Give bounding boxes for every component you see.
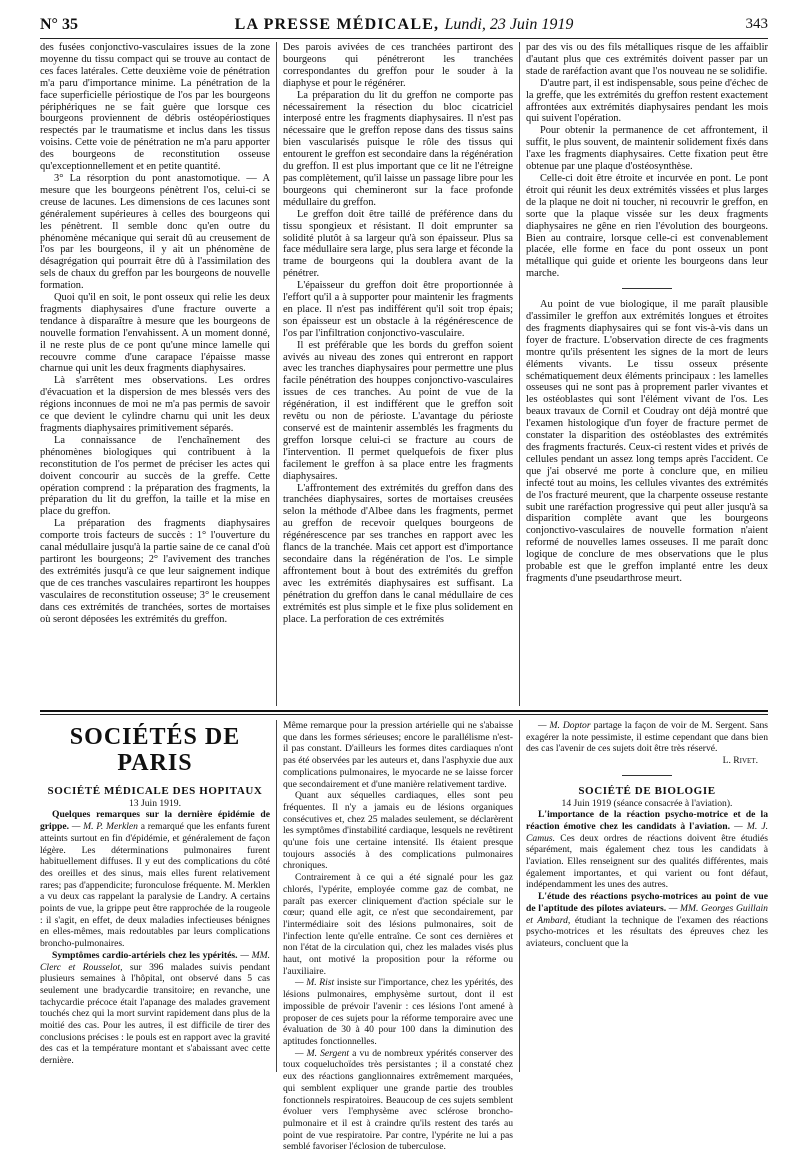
- communication-author: — MM. Clerc et Rousselot,: [40, 949, 271, 973]
- section-separator: [622, 288, 672, 289]
- article-column-2: [283, 42, 513, 706]
- paragraph: Quoi qu'il en soit, le pont osseux qui relie les deux fragments diaphysaires d'une fracture ouverte a tendance à disparaître à mesure que les bourgeons de nouvelle formation l'envahissent. A un moment donné, il ne reste plus de ce pont qu'une mince lamelle qui recouvre comme d'une carapace l'épaisse masse charnue qui unit les deux fragments diaphysaires.: [40, 292, 270, 375]
- communication-author: — MM. Georges Guillain et Ambard,: [526, 902, 768, 926]
- communication-text: Ces deux ordres de réactions doivent être étudiés séparément, mais également chez tous les candidats à l'aviation. Elles renseignent sur des qualités différentes, mais également importantes, et qui varient ou font défaut, indépendamment les unes des autres.: [526, 832, 768, 891]
- discussion-paragraph: [526, 720, 768, 755]
- paragraph: Des parois avivées de ces tranchées partiront des bourgeons qui pénétreront les tranchées correspondantes du greffon pour le souder à la diaphyse et pour le régénérer.: [283, 42, 513, 89]
- paragraph: Au point de vue biologique, il me paraît plausible d'assimiler le greffon aux extrémités longues et étroites des fragments diaphysaires qui se font vis-à-vis dans un foyer de fracture. L'observation directe de ces fragments montre qu'ils présentent les signes de la mort de leurs éléments vivants. Le tissu osseux présente schématiquement deux éléments principaux : les lamelles osseuses qui ne sont pas à proprement parler vivantes et les ostéoblastes qui sont l'élément vivant de l'os. Les beaux travaux de Cornil et Coudray ont déjà montré que l'examen histologique d'un foyer de fracture permet de constater la disparition des ostéoblastes des extrémités des fragments fracturés. Ceux-ci restent vides et privés de cellules pendant un assez long temps après l'accident. Ce que j'ai observé me porte à conclure que, en milieu infecté tout au moins, les cellules vivantes des extrémités de l'os fracturé meurent, que la charpente osseuse restante subit une raréfaction progressive qui peut aller jusqu'à sa disparition complète avant que les bourgeons conjonctivo-vasculaires de nouvelle formation n'aient reformé de nouvelles lames osseuses. Il me paraît donc logique de conclure de mes observations que le plus probable est que le greffon implanté entre les deux fragments d'une pseudarthrose meurt.: [526, 299, 768, 584]
- column-divider: [276, 42, 277, 706]
- paragraph: La préparation des fragments diaphysaires comporte trois facteurs de succès : 1° l'ouverture du canal médullaire jusqu'à la partie saine de ce canal d'où partiront les bourgeons; 2° l'avivement des tranches des extrémités jusqu'à ce que leur saignement indique que de ces tranches vasculaires repartiront les houppes vasculaires de reconstitution osseuse; 3° le creusement dans ces extrémités de tranchées, sortes de mortaises où seront déposées les extrémités du greffon.: [40, 518, 270, 625]
- paragraph: Là s'arrêtent mes observations. Les ordres d'évacuation et la dispersion de mes blessés vers des régions inconnues de moi ne m'a pas permis de savoir ce que devient le cylindre charnu qui unit les deux fragments diaphysaires primitivement séparés.: [40, 375, 270, 434]
- communication-author: — M. J. Camus.: [526, 820, 768, 844]
- smh-title: SOCIÉTÉ MÉDICALE DES HOPITAUX: [47, 785, 263, 797]
- discussion-text: a vu de nombreux ypérités conserver des toux coqueluchoïdes très persistantes ; il a constaté chez eux des réactions ganglionnaires extrêmement marquées, qui semblent expliquer une grande partie des troubles fonctionnels respiratoires. Beaucoup de ces sujets semblent évoluer vers l'emphysème avec sclérose broncho-pulmonaire et il est à craindre qu'ils restent des tarés au point de vue respiratoire. Par contre, l'ypérite ne lui a pas semblé favoriser l'éclosion de tuberculose.: [283, 1047, 514, 1153]
- header-rule: [40, 38, 768, 39]
- communication-author: — M. P. Merklen: [71, 821, 138, 833]
- column-divider: [519, 720, 520, 1072]
- smh-date: 13 Juin 1919.: [129, 797, 181, 809]
- communication-paragraph: [526, 809, 768, 891]
- article-column-3: [526, 42, 768, 706]
- sb-title: SOCIÉTÉ DE BIOLOGIE: [578, 784, 716, 797]
- discussion-text: partage la façon de voir de M. Sergent. Sans exagérer la note pessimiste, il estime cependant que dans bien des cas l'avenir de ces sujets doit être très réservé.: [526, 720, 768, 755]
- column-divider: [276, 720, 277, 1072]
- communication-title: L'importance de la réaction psycho-motrice et de la réaction émotive chez les candidats à l'aviation.: [526, 809, 768, 832]
- communication-paragraph: [40, 809, 270, 949]
- communication-title: Quelques remarques sur la dernière épidémie de grippe.: [40, 809, 270, 833]
- paragraph: Contrairement à ce qui a été signalé pour les gaz chlorés, l'ypérite, employée comme gaz de combat, ne paraît pas exercer cliniquement d'action spéciale sur le cœur; quand elle agit, ce n'est que secondairement, par l'intermédiaire soit des lésions pulmonaires, soit de l'infection lente qu'elle entraîne. Ce sont ces dernières et non l'état de la circulation qui, chez les malades visés plus haut, ont motivé la proposition pour la réforme ou l'auxiliaire.: [283, 872, 513, 977]
- section-rule-thin: [40, 714, 768, 715]
- discussant-name: — M. Rist: [295, 977, 335, 989]
- issue-number: N° 35: [40, 16, 78, 33]
- paragraph: Même remarque pour la pression artérielle qui ne s'abaisse que dans les formes sérieuses; encore le parallélisme n'est-il pas constant. D'ailleurs les formes dites cardiaques n'ont pas été observées par les auteurs et, dans l'asphyxie due aux complications pulmonaires, le myocarde ne se laisse forcer que secondairement et d'une manière relativement tardive.: [283, 720, 513, 790]
- sb-date: 14 Juin 1919 (séance consacrée à l'aviation).: [561, 797, 733, 809]
- paragraph: Le greffon doit être taillé de préférence dans du tissu spongieux et résistant. Il doit emprunter sa solidité plutôt à sa largeur qu'à son épaisseur. Plus sa face médullaire sera large, plus sera large et féconde la trame de bourgeons qui la doublera avant de la pénétrer.: [283, 208, 513, 280]
- section-separator: [622, 775, 672, 776]
- paragraph: par des vis ou des fils métalliques risque de les affaiblir d'autant plus que ces extrémités doivent passer par un stade de raréfaction avant que l'os nouveau ne se solidifie.: [526, 42, 768, 77]
- discussion-paragraph: [283, 1048, 513, 1153]
- discussant-name: — M. Sergent: [295, 1047, 350, 1059]
- discussion-text: insiste sur l'importance, chez les ypérités, des lésions pulmonaires, emphysème surtout, dont il est impossible de prévoir l'avenir : ces lésions l'ont amené à proposer de ces sujets pour la réforme temporaire avec une évaluation de 30 à 40 pour 100 dans la diminution des aptitudes fonctionnelles.: [283, 977, 513, 1047]
- paragraph: Pour obtenir la permanence de cet affrontement, il suffit, le plus souvent, de maintenir solidement fixés dans l'axe les fragments diaphysaires. Cette fixation peut être obtenue par une plaque d'ostéosynthèse.: [526, 125, 768, 173]
- societes-column-3: [526, 720, 768, 1072]
- section-rule: [40, 710, 768, 712]
- communication-title: Symptômes cardio-artériels chez les ypérités.: [52, 949, 238, 961]
- communication-text: a remarqué que les enfants furent atteints surtout en fin d'épidémie, et généralement de façon légère. Les déterminations pulmonaires furent habituellement diffuses. Il y eut des complications du côté des oreilles et des sinus, mais elles furent relativement rares; pas d'appendicite; furonculose fréquente. M. Merklen a vu deux cas rappelant la paralysie de Landry. A certains points de vue, la grippe peut être rapprochée de la rougeole : il s'agit, en effet, de deux maladies infectieuses bénignes en elles-mêmes, mais redoutables par leurs complications broncho-pulmonaires.: [40, 821, 270, 950]
- paragraph: 3° La résorption du pont anastomotique. — A mesure que les bourgeons pénètrent l'os, celui-ci se creuse de lacunes. Les dimensions de ces lacunes sont généralement supérieures à celles des bourgeons qui les pénètrent. Il semble donc qu'en outre du phénomène mécanique qui serait dû au creusement de l'os par les bourgeons, il y ait un phénomène de désagrégation qui pourrait être dû à l'assimilation des sels de chaux du greffon par les bourgeons de nouvelle formation.: [40, 172, 270, 292]
- paragraph: des fusées conjonctivo-vasculaires issues de la zone moyenne du tissu compact qui se trouve au contact de ces faces latérales. Cette deuxième voie de pénétration m'a paru d'importance minime. La pénétration de la face superficielle périostique de l'os par les bourgeons périphériques ne se fait guère que lorsque ces bourgeons proviennent de débris ostéopériostiques respectés par le traumatisme et inclus dans les tissus voisins. Cette voie de pénétration ne m'a paru apporter des bourgeons de reconstitution osseuse qu'exceptionnellement et en petite quantité.: [40, 42, 270, 173]
- communication-paragraph: [526, 891, 768, 950]
- paragraph: La préparation du lit du greffon ne comporte pas nécessairement la résection du bloc cicatriciel interposé entre les fragments diaphysaires. Il n'est pas nécessaire que le greffon repose dans des tissus sains bien vascularisés puisque le rôle des tissus qui entourent le greffon est secondaire dans la régénération du greffon. Il est plus important que ce lit ne l'étreigne pas complètement, qu'il laisse un passage libre pour les bourgeons qui chemineront sur la face profonde médullaire du greffon.: [283, 89, 513, 208]
- paragraph: L'affrontement des extrémités du greffon dans des tranchées diaphysaires, sortes de mortaises creusées selon la méthode d'Albee dans les fragments, permet au greffon de recevoir quelques bourgeons de régénérescence par ses tranches en rapport avec les flancs de la tranchée. Mais cet apport est d'importance secondaire dans la régénération de l'os. Le simple affrontement bout à bout des extrémités du greffon avec les extrémités diaphysaires est suffisant. La pénétration du greffon dans le canal médullaire de ces extrémités est plus simple et le fixe plus solidement en place. La perforation de ces extrémités: [283, 482, 513, 625]
- column-divider: [519, 42, 520, 706]
- communication-paragraph: [40, 950, 270, 1067]
- communication-text: étudiant la technique de l'examen des réactions psycho-motrices et les résultats des épreuves chez les aviateurs, concluent que la: [526, 914, 768, 949]
- societes-title: SOCIÉTÉS DE PARIS: [69, 724, 241, 776]
- journal-name: LA PRESSE MÉDICALE,: [234, 16, 440, 33]
- running-header: [40, 16, 768, 38]
- issue-date: Lundi, 23 Juin 1919: [444, 16, 574, 33]
- signature: L. Rivet.: [722, 755, 758, 767]
- page-number: 343: [745, 16, 768, 32]
- journal-title-line: [40, 16, 768, 34]
- societes-column-2: [283, 720, 514, 1153]
- paragraph: La connaissance de l'enchaînement des phénomènes biologiques qui contribuent à la reconstitution de l'os permet de préciser les actes qui doivent concourir au succès de la greffe. Cette opération comprend : la préparation des fragments, la préparation du lit du greffon, la taille et la mise en place du greffon.: [40, 434, 270, 518]
- paragraph: L'épaisseur du greffon doit être proportionnée à l'effort qu'il a à supporter pour maintenir les fragments en place. Il n'est pas indifférent qu'il soit trop épais; son épaisseur est un obstacle à la régénérescence de l'os par l'infiltration conjonctivo-vasculaire.: [283, 280, 513, 339]
- communication-text: sur 396 malades suivis pendant plusieurs semaines à l'hôpital, ont observé dans 5 cas seulement une bradycardie transitoire; en revanche, une tachycardie précoce était l'apanage des malades gravement touchés chez qui la mort survint rapidement dans plus de la moitié des cas. Pour les autres, il est difficile de tirer des conclusions précises : le pouls est en rapport avec la gravité des cas et la température montant et s'abaissant avec cette dernière.: [40, 961, 270, 1067]
- communication-title: L'étude des réactions psycho-motrices au point de vue de l'aptitude des pilotes aviateurs.: [526, 891, 768, 914]
- paragraph: Celle-ci doit être étroite et incurvée en pont. Le pont étroit qui réunit les deux extrémités vissées et plus larges de la plaque ne doit ni toucher, ni recouvrir le greffon, en sorte que la plaque vissée sur les deux fragments diaphysaires ne gêne en rien l'évolution des bourgeons. Bien au contraire, lorsque celle-ci est convenablement placée, elle forme en face du pont osseux un pont métallique qui guide et oriente les bourgeons dans leur marche.: [526, 172, 768, 280]
- discussant-name: — M. Doptor: [538, 720, 591, 731]
- discussion-paragraph: [283, 977, 513, 1047]
- paragraph: Il est préférable que les bords du greffon soient avivés au niveau des zones qui entreront en rapport avec les tranches diaphysaires pour permettre une plus facile pénétration des houppes conjonctivo-vasculaires issues de ces tranches. Au point de vue de la régénération, il est indifférent que le greffon soit revêtu ou non de périoste. L'avantage du périoste conservé est de maintenir assemblés les fragments du greffon lorsque celui-ci se fracture au cours de l'intervention. Il permet quelquefois de fixer plus facilement le greffon à sa place entre les fragments diaphysaires.: [283, 339, 513, 482]
- societes-column-1: [40, 720, 270, 1072]
- article-column-1: [40, 42, 270, 706]
- paragraph: D'autre part, il est indispensable, sous peine d'échec de la greffe, que les extrémités du greffon restent exactement affrontées aux extrémités diaphysaires pendant les mois qui suivent l'opération.: [526, 77, 768, 125]
- paragraph: Quant aux séquelles cardiaques, elles sont peu fréquentes. Il n'y a jamais eu de lésions organiques consécutives et, chez 25 malades seulement, se déclarèrent les symptômes d'instabilité cardiaque, lesquels ne revêtirent qu'une fois une certaine intensité. Ils étaient presque toujours associés à des complications pulmonaires chroniques.: [283, 790, 513, 872]
